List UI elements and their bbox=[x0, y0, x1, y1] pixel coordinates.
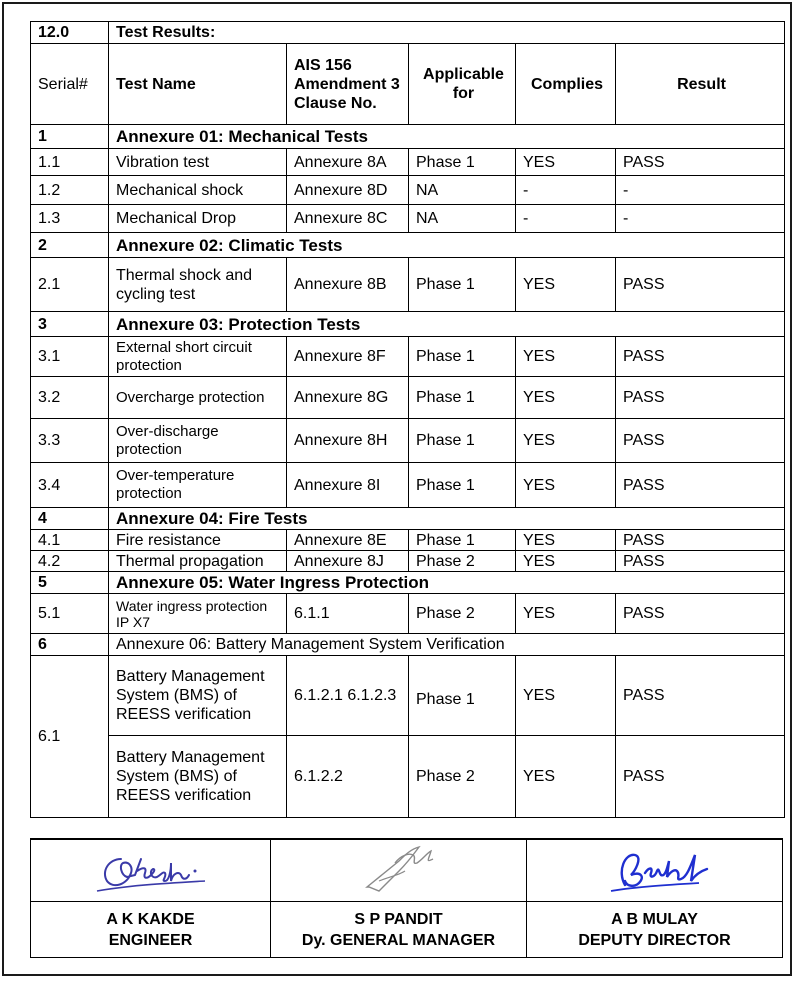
header-serial: Serial# bbox=[31, 44, 109, 125]
row-serial: 1.2 bbox=[31, 176, 109, 205]
table-row bbox=[31, 205, 785, 233]
row-complies: YES bbox=[516, 419, 616, 463]
row-test-name: Fire resistance bbox=[109, 530, 287, 551]
row-result: PASS bbox=[616, 594, 785, 634]
row-clause: Annexure 8H bbox=[287, 419, 409, 463]
row-clause: 6.1.2.2 bbox=[287, 736, 409, 818]
row-clause: Annexure 8F bbox=[287, 337, 409, 377]
row-serial: 6.1 bbox=[31, 656, 109, 818]
table-row bbox=[31, 594, 785, 634]
row-result: PASS bbox=[616, 736, 785, 818]
row-serial: 3.2 bbox=[31, 377, 109, 419]
signatory-name: S P PANDIT bbox=[354, 910, 443, 928]
row-clause: Annexure 8A bbox=[287, 149, 409, 176]
signature-image bbox=[339, 841, 459, 895]
signatory-kakde bbox=[31, 902, 271, 958]
annexure-title: Annexure 04: Fire Tests bbox=[109, 508, 785, 530]
row-clause: 6.1.2.1 6.1.2.3 bbox=[287, 656, 409, 736]
row-result: PASS bbox=[616, 656, 785, 736]
header-complies: Complies bbox=[516, 44, 616, 125]
row-complies: YES bbox=[516, 463, 616, 508]
row-clause: Annexure 8J bbox=[287, 551, 409, 572]
row-complies: YES bbox=[516, 530, 616, 551]
row-clause: Annexure 8D bbox=[287, 176, 409, 205]
annexure-title: Annexure 05: Water Ingress Protection bbox=[109, 572, 785, 594]
header-test-name: Test Name bbox=[109, 44, 287, 125]
row-test-name: Battery Management System (BMS) of REESS verification bbox=[109, 736, 287, 818]
row-applicable: Phase 1 bbox=[409, 656, 516, 736]
row-clause: Annexure 8C bbox=[287, 205, 409, 233]
signature-akash bbox=[31, 839, 271, 902]
row-complies: - bbox=[516, 176, 616, 205]
row-complies: YES bbox=[516, 377, 616, 419]
row-serial: 2.1 bbox=[31, 258, 109, 312]
annexure-row bbox=[31, 508, 785, 530]
row-result: PASS bbox=[616, 258, 785, 312]
signature-pandit bbox=[271, 839, 527, 902]
signatory-title: DEPUTY DIRECTOR bbox=[578, 931, 731, 949]
row-complies: YES bbox=[516, 736, 616, 818]
signatory-title: ENGINEER bbox=[108, 931, 193, 949]
annexure-serial: 5 bbox=[31, 572, 109, 594]
row-applicable: NA bbox=[409, 205, 516, 233]
header-clause: AIS 156 Amendment 3 Clause No. bbox=[287, 44, 409, 125]
row-complies: - bbox=[516, 205, 616, 233]
row-serial: 3.1 bbox=[31, 337, 109, 377]
row-applicable: NA bbox=[409, 176, 516, 205]
row-result: - bbox=[616, 176, 785, 205]
row-test-name: Over-temperature protection bbox=[109, 463, 287, 508]
annexure-row bbox=[31, 312, 785, 337]
row-complies: YES bbox=[516, 149, 616, 176]
row-result: PASS bbox=[616, 463, 785, 508]
signatory-row bbox=[31, 902, 783, 958]
row-result: PASS bbox=[616, 149, 785, 176]
annexure-serial: 3 bbox=[31, 312, 109, 337]
annexure-serial: 2 bbox=[31, 233, 109, 258]
signature-mulay bbox=[527, 839, 783, 902]
column-header-row bbox=[31, 44, 785, 125]
row-applicable: Phase 1 bbox=[409, 337, 516, 377]
row-test-name: Thermal shock and cycling test bbox=[109, 258, 287, 312]
row-applicable: Phase 1 bbox=[409, 419, 516, 463]
row-complies: YES bbox=[516, 656, 616, 736]
row-test-name: External short circuit protection bbox=[109, 337, 287, 377]
signatory-name: A B MULAY bbox=[611, 910, 698, 928]
annexure-row bbox=[31, 634, 785, 656]
row-test-name: Vibration test bbox=[109, 149, 287, 176]
row-test-name: Mechanical shock bbox=[109, 176, 287, 205]
section-header-row bbox=[31, 22, 785, 44]
annexure-title: Annexure 02: Climatic Tests bbox=[109, 233, 785, 258]
row-result: PASS bbox=[616, 530, 785, 551]
row-result: PASS bbox=[616, 337, 785, 377]
annexure-title: Annexure 06: Battery Management System Verification bbox=[109, 634, 785, 656]
row-result: PASS bbox=[616, 551, 785, 572]
annexure-serial: 6 bbox=[31, 634, 109, 656]
row-complies: YES bbox=[516, 551, 616, 572]
row-serial: 4.2 bbox=[31, 551, 109, 572]
signature-row bbox=[31, 839, 783, 902]
signature-image bbox=[91, 841, 211, 895]
test-results-table bbox=[30, 21, 785, 818]
annexure-serial: 1 bbox=[31, 125, 109, 149]
row-serial: 5.1 bbox=[31, 594, 109, 634]
row-serial: 1.1 bbox=[31, 149, 109, 176]
row-test-name: Water ingress protection IP X7 bbox=[109, 594, 287, 634]
section-number: 12.0 bbox=[31, 22, 109, 44]
row-serial: 3.3 bbox=[31, 419, 109, 463]
annexure-title: Annexure 01: Mechanical Tests bbox=[109, 125, 785, 149]
row-test-name: Mechanical Drop bbox=[109, 205, 287, 233]
annexure-row bbox=[31, 125, 785, 149]
row-clause: Annexure 8E bbox=[287, 530, 409, 551]
header-applicable: Applicable for bbox=[409, 44, 516, 125]
row-applicable: Phase 1 bbox=[409, 463, 516, 508]
table-row bbox=[31, 736, 785, 818]
row-result: - bbox=[616, 205, 785, 233]
row-complies: YES bbox=[516, 337, 616, 377]
row-clause: Annexure 8I bbox=[287, 463, 409, 508]
row-complies: YES bbox=[516, 258, 616, 312]
row-applicable: Phase 1 bbox=[409, 377, 516, 419]
row-clause: Annexure 8B bbox=[287, 258, 409, 312]
row-result: PASS bbox=[616, 419, 785, 463]
row-test-name: Battery Management System (BMS) of REESS verification bbox=[109, 656, 287, 736]
signatory-pandit bbox=[271, 902, 527, 958]
row-test-name: Overcharge protection bbox=[109, 377, 287, 419]
row-serial: 1.3 bbox=[31, 205, 109, 233]
signatory-title: Dy. GENERAL MANAGER bbox=[301, 931, 496, 949]
table-row bbox=[31, 419, 785, 463]
table-row bbox=[31, 551, 785, 572]
row-applicable: Phase 1 bbox=[409, 530, 516, 551]
row-applicable: Phase 2 bbox=[409, 594, 516, 634]
row-clause: 6.1.1 bbox=[287, 594, 409, 634]
signatory-mulay bbox=[527, 902, 783, 958]
table-row bbox=[31, 377, 785, 419]
signature-image bbox=[595, 841, 715, 895]
header-result: Result bbox=[616, 44, 785, 125]
row-applicable: Phase 1 bbox=[409, 258, 516, 312]
annexure-row bbox=[31, 572, 785, 594]
row-clause: Annexure 8G bbox=[287, 377, 409, 419]
row-complies: YES bbox=[516, 594, 616, 634]
row-serial: 4.1 bbox=[31, 530, 109, 551]
table-row bbox=[31, 463, 785, 508]
row-result: PASS bbox=[616, 377, 785, 419]
row-test-name: Thermal propagation bbox=[109, 551, 287, 572]
signatory-name: A K KAKDE bbox=[106, 910, 195, 928]
annexure-title: Annexure 03: Protection Tests bbox=[109, 312, 785, 337]
table-row bbox=[31, 258, 785, 312]
row-applicable: Phase 1 bbox=[409, 149, 516, 176]
row-applicable: Phase 2 bbox=[409, 736, 516, 818]
signature-block bbox=[30, 838, 783, 958]
annexure-serial: 4 bbox=[31, 508, 109, 530]
annexure-row bbox=[31, 233, 785, 258]
row-applicable: Phase 2 bbox=[409, 551, 516, 572]
table-row bbox=[31, 176, 785, 205]
row-test-name: Over-discharge protection bbox=[109, 419, 287, 463]
table-row bbox=[31, 530, 785, 551]
table-row bbox=[31, 337, 785, 377]
table-row bbox=[31, 656, 785, 736]
row-serial: 3.4 bbox=[31, 463, 109, 508]
table-row bbox=[31, 149, 785, 176]
section-title: Test Results: bbox=[109, 22, 785, 44]
